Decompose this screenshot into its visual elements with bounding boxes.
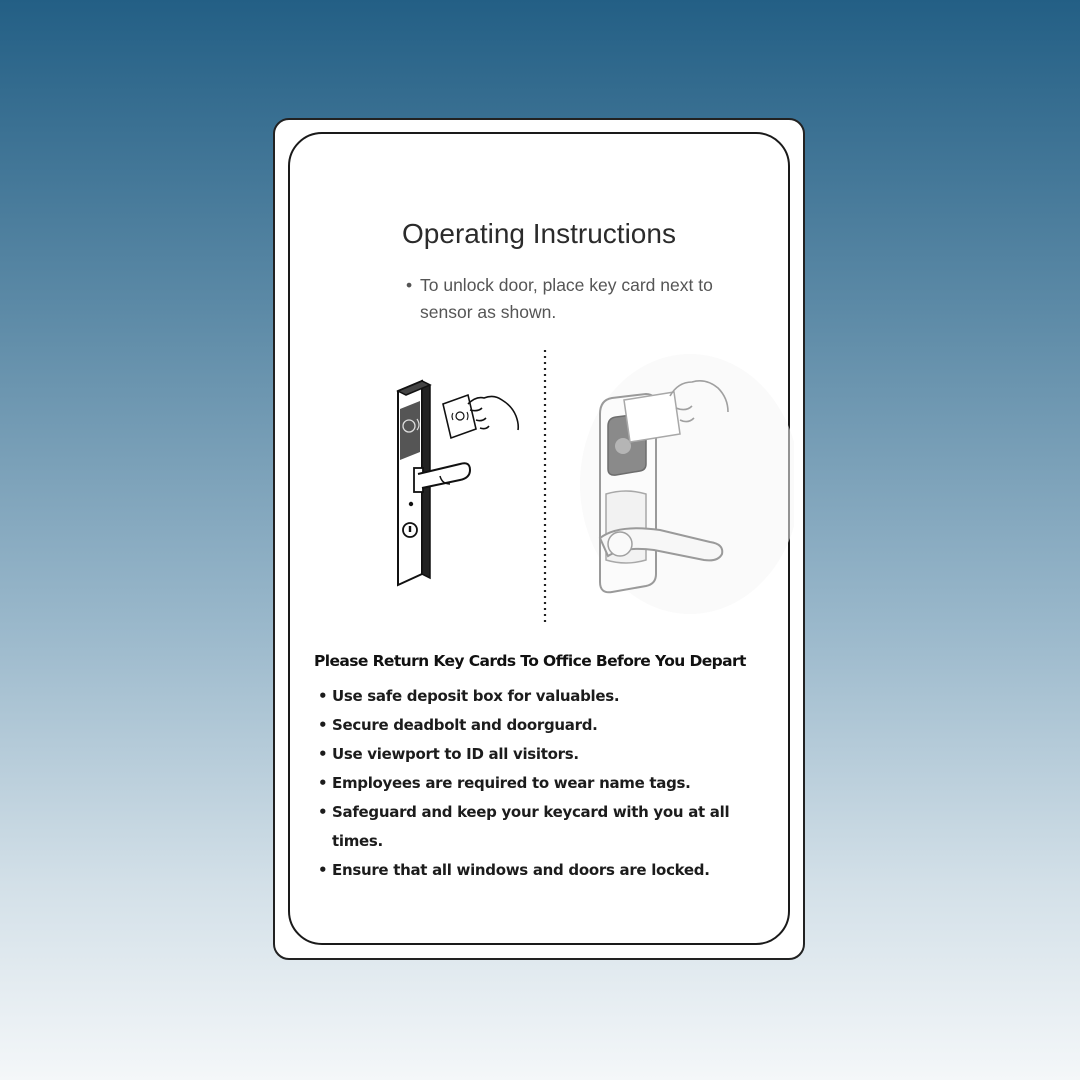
list-item: • Safeguard and keep your keycard with you at all times. xyxy=(318,798,778,856)
list-item: • Use viewport to ID all visitors. xyxy=(318,740,778,769)
illustrations xyxy=(290,334,794,634)
unlock-instruction-text: To unlock door, place key card next to sensor as shown. xyxy=(420,275,713,322)
card-inner-border xyxy=(288,132,790,945)
list-item: • Use safe deposit box for valuables. xyxy=(318,682,778,711)
list-item: • Employees are required to wear name tags. xyxy=(318,769,778,798)
bullet-icon: • xyxy=(406,275,413,295)
door-lock-keycard-photo-icon xyxy=(580,354,794,614)
card-title: Operating Instructions xyxy=(402,218,676,249)
list-item: • Ensure that all windows and doors are locked. xyxy=(318,856,778,885)
list-item: • Secure deadbolt and doorguard. xyxy=(318,711,778,740)
door-lock-keycard-line-drawing-icon xyxy=(398,381,518,585)
key-card xyxy=(273,118,805,960)
return-keycards-heading: Please Return Key Cards To Office Before You Depart xyxy=(314,652,746,670)
safety-tips-list xyxy=(318,682,778,885)
unlock-instruction xyxy=(406,272,726,326)
